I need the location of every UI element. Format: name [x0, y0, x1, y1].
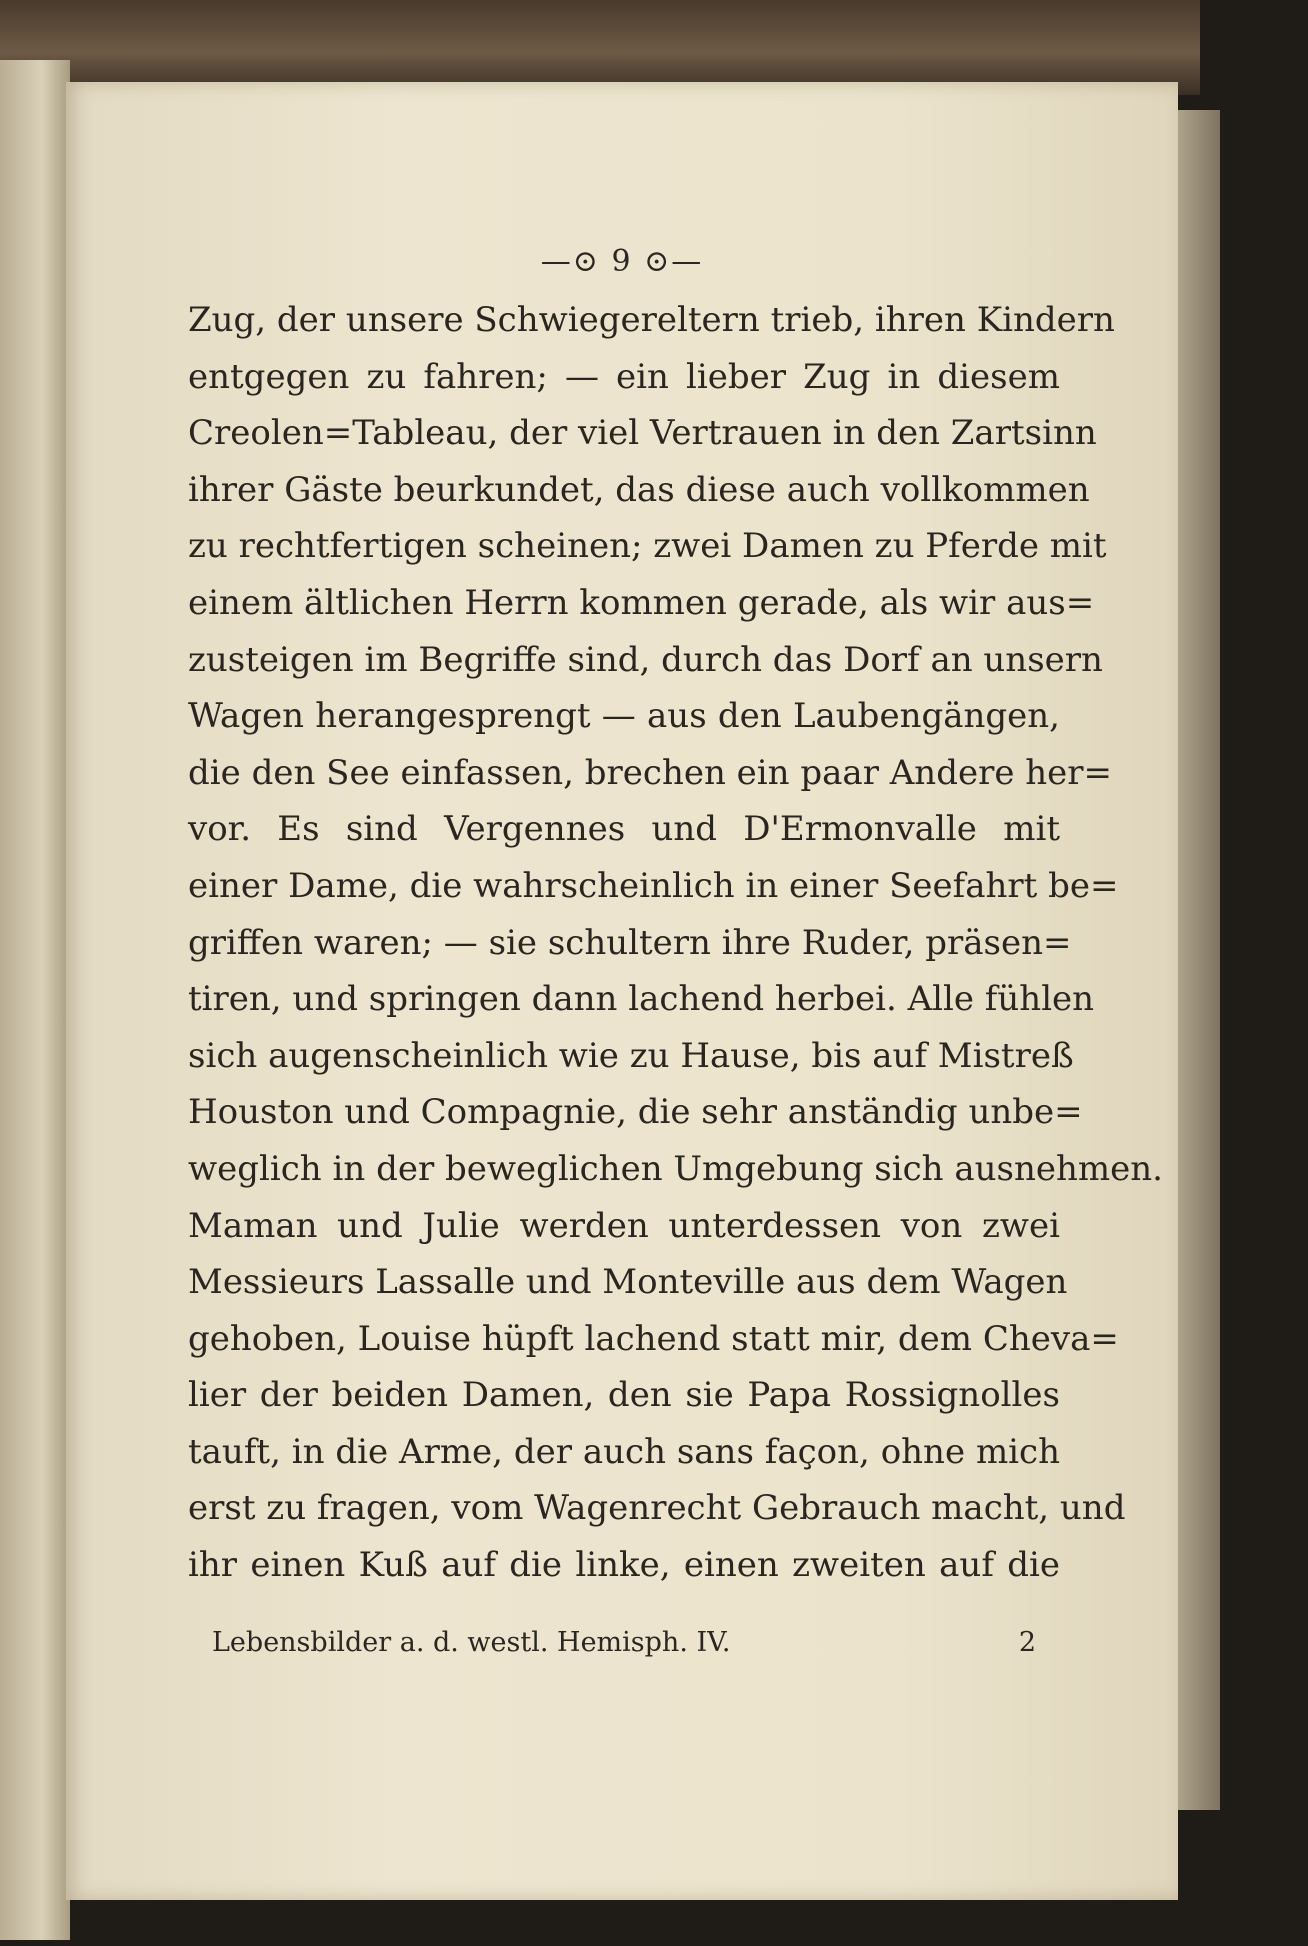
sheet-number: 2: [1018, 1627, 1036, 1658]
signature-line: Lebensbilder a. d. westl. Hemisph. IV.: [212, 1627, 731, 1658]
text-line: lier der beiden Damen, den sie Papa Rossignolles: [188, 1375, 1060, 1416]
text-line: Zug, der unsere Schwiegereltern trieb, ihren Kindern: [188, 300, 1115, 340]
text-line: griffen waren; — sie schultern ihre Ruder, präsen=: [188, 922, 1072, 963]
text-line: ihr einen Kuß auf die linke, einen zweiten auf die: [188, 1545, 1060, 1586]
text-line: entgegen zu fahren; — ein lieber Zug in diesem: [188, 356, 1060, 397]
text-line: zu rechtfertigen scheinen; zwei Damen zu Pferde mit: [188, 526, 1107, 567]
text-line: tauft, in die Arme, der auch sans façon, ohne mich: [188, 1431, 1060, 1472]
page-footer: [212, 1627, 1042, 1658]
text-line: gehoben, Louise hüpft lachend statt mir, dem Cheva=: [188, 1318, 1119, 1359]
text-line: erst zu fragen, vom Wagenrecht Gebrauch macht, und: [188, 1488, 1126, 1529]
left-page-edge: [0, 60, 70, 1940]
text-line: einer Dame, die wahrscheinlich in einer Seefahrt be=: [188, 865, 1119, 906]
text-line: tiren, und springen dann lachend herbei. Alle fühlen: [188, 979, 1095, 1020]
book-cover-edge: [0, 0, 1200, 95]
text-line: ihrer Gäste beurkundet, das diese auch vollkommen: [188, 469, 1090, 510]
text-line: weglich in der beweglichen Umgebung sich ausnehmen.: [188, 1148, 1163, 1189]
text-line: die den See einfassen, brechen ein paar Andere her=: [188, 752, 1113, 793]
text-line: Messieurs Lassalle und Monteville aus dem Wagen: [188, 1262, 1068, 1303]
text-line: Creolen=Tableau, der viel Vertrauen in den Zartsinn: [188, 413, 1097, 454]
page-number: —⊙ 9 ⊙—: [540, 244, 704, 279]
text-line: einem ältlichen Herrn kommen gerade, als wir aus=: [188, 582, 1095, 623]
text-line: zusteigen im Begriffe sind, durch das Dorf an unsern: [188, 639, 1103, 680]
body-text: [188, 292, 1163, 1594]
text-line: sich augenscheinlich wie zu Hause, bis auf Mistreß: [188, 1035, 1074, 1076]
text-line: Wagen herangesprengt — aus den Laubengängen,: [188, 696, 1060, 737]
book-page: [66, 82, 1178, 1900]
text-line: vor. Es sind Vergennes und D'Ermonvalle mit: [188, 809, 1060, 850]
text-line: Maman und Julie werden unterdessen von zwei: [188, 1205, 1060, 1246]
text-line: Houston und Compagnie, die sehr anständig unbe=: [188, 1092, 1083, 1133]
